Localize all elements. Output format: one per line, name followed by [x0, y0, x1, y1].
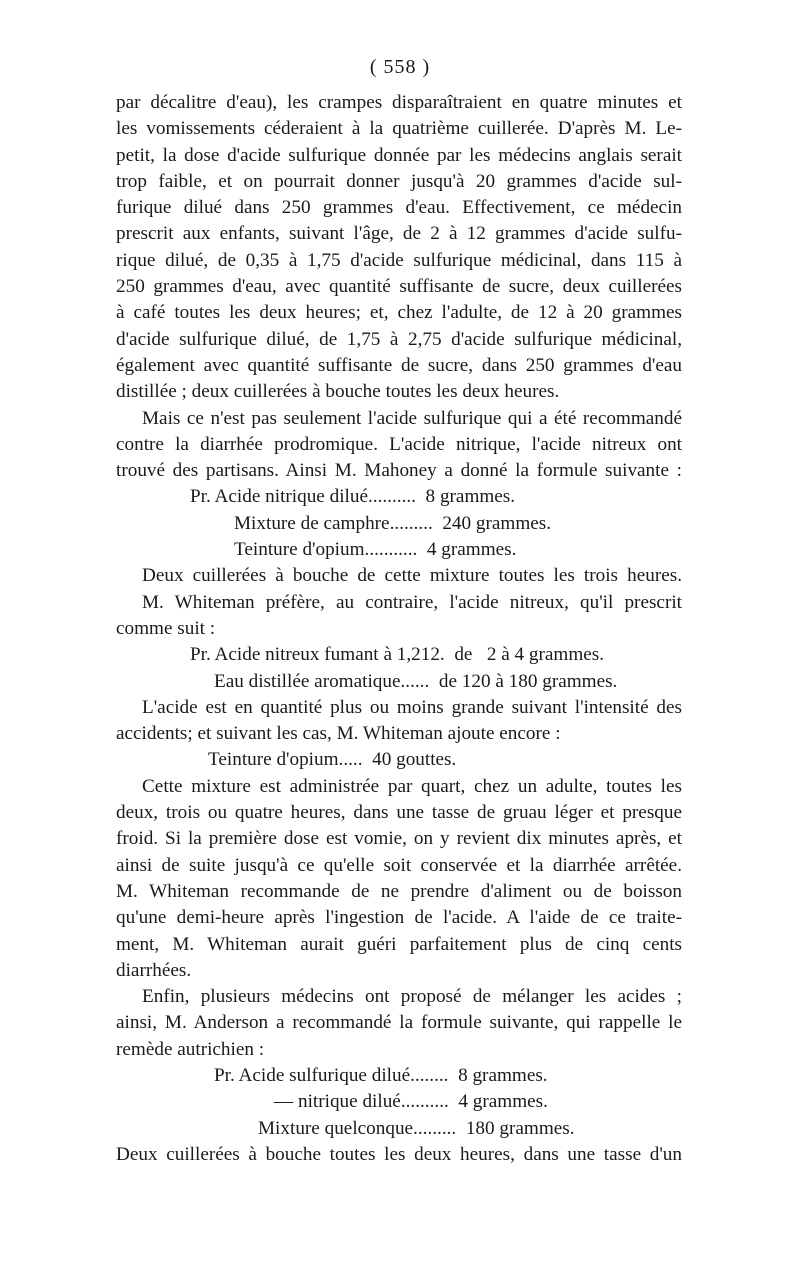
- text-line: d'acide sulfurique dilué, de 1,75 à 2,75 d'acide sulfurique médicinal,: [116, 328, 682, 350]
- text-line: comme suit :: [116, 617, 216, 639]
- text-line: rique dilué, de 0,35 à 1,75 d'acide sulfurique médicinal, dans 115 à: [116, 249, 682, 271]
- text-line: également avec quantité suffisante de sucre, dans 250 grammes d'eau: [116, 354, 682, 376]
- text-line: deux, trois ou quatre heures, dans une tasse de gruau léger et presque: [116, 802, 682, 824]
- text-line: Teinture d'opium..... 40 gouttes.: [208, 749, 457, 771]
- text-line: diarrhées.: [116, 959, 192, 981]
- text-line: furique dilué dans 250 grammes d'eau. Effectivement, ce médecin: [116, 197, 682, 219]
- page-number: ( 558 ): [369, 56, 431, 78]
- text-line: par décalitre d'eau), les crampes disparaîtraient en quatre minutes et: [116, 92, 682, 113]
- text-line: Cette mixture est administrée par quart, chez un adulte, toutes les: [142, 775, 682, 797]
- text-line: Deux cuillerées à bouche de cette mixture toutes les trois heures.: [142, 565, 682, 587]
- text-line: Mixture quelconque......... 180 grammes.: [258, 1117, 575, 1139]
- text-line: M. Whiteman recommande de ne prendre d'aliment ou de boisson: [116, 880, 682, 902]
- text-line: Mais ce n'est pas seulement l'acide sulfurique qui a été recommandé: [142, 407, 682, 429]
- text-line: Pr. Acide nitrique dilué.......... 8 grammes.: [190, 486, 516, 508]
- text-line: accidents; et suivant les cas, M. Whiteman ajoute encore :: [116, 723, 561, 745]
- text-line: ainsi de suite jusqu'à ce qu'elle soit conservée et la diarrhée arrêtée.: [116, 854, 682, 876]
- text-line: qu'une demi-heure après l'ingestion de l'acide. A l'aide de ce traite-: [116, 907, 682, 929]
- text-line: trouvé des partisans. Ainsi M. Mahoney a donné la formule suivante :: [116, 460, 682, 482]
- text-line: froid. Si la première dose est vomie, on y revient dix minutes après, et: [116, 828, 682, 850]
- text-line: à café toutes les deux heures; et, chez l'adulte, de 12 à 20 grammes: [116, 302, 682, 324]
- text-line: contre la diarrhée prodromique. L'acide nitrique, l'acide nitreux ont: [116, 433, 682, 455]
- body-text: [116, 90, 682, 1168]
- text-line: 250 grammes d'eau, avec quantité suffisante de sucre, deux cuillerées: [116, 276, 682, 298]
- text-line: Eau distillée aromatique...... de 120 à 180 grammes.: [214, 670, 618, 692]
- text-line: remède autrichien :: [116, 1038, 265, 1060]
- text-line: Deux cuillerées à bouche toutes les deux heures, dans une tasse d'un: [116, 1143, 682, 1165]
- text-line: M. Whiteman préfère, au contraire, l'acide nitreux, qu'il prescrit: [142, 591, 682, 613]
- text-line: L'acide est en quantité plus ou moins grande suivant l'intensité des: [142, 696, 682, 718]
- text-line: ment, M. Whiteman aurait guéri parfaitement plus de cinq cents: [116, 933, 682, 955]
- text-line: prescrit aux enfants, suivant l'âge, de 2 à 12 grammes d'acide sulfu-: [116, 223, 682, 245]
- text-line: ainsi, M. Anderson a recommandé la formule suivante, qui rappelle le: [116, 1012, 682, 1034]
- text-line: — nitrique dilué.......... 4 grammes.: [274, 1091, 548, 1113]
- text-line: trop faible, et on pourrait donner jusqu'à 20 grammes d'acide sul-: [116, 170, 682, 192]
- text-line: Teinture d'opium........... 4 grammes.: [234, 539, 517, 561]
- text-line: Enfin, plusieurs médecins ont proposé de mélanger les acides ;: [142, 986, 682, 1008]
- text-line: distillée ; deux cuillerées à bouche toutes les deux heures.: [116, 381, 560, 403]
- text-line: Pr. Acide sulfurique dilué........ 8 grammes.: [214, 1064, 548, 1086]
- text-line: petit, la dose d'acide sulfurique donnée par les médecins anglais serait: [116, 144, 682, 166]
- text-line: les vomissements céderaient à la quatrième cuillerée. D'après M. Le-: [116, 118, 682, 140]
- text-line: Pr. Acide nitreux fumant à 1,212. de 2 à 4 grammes.: [190, 644, 605, 666]
- text-line: Mixture de camphre......... 240 grammes.: [234, 512, 552, 534]
